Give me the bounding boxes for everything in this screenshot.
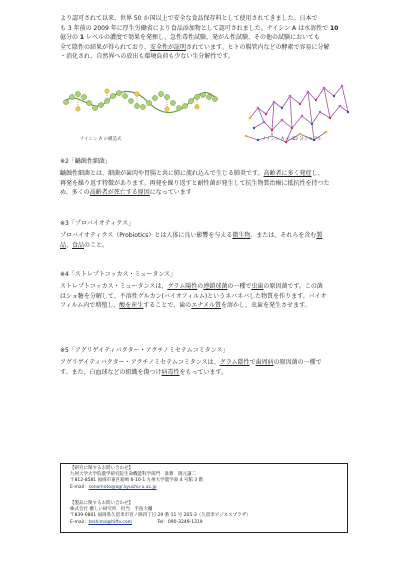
note4-text: の一種で xyxy=(227,283,252,290)
note4-text: することで、歯の xyxy=(143,302,192,309)
note3-text: 、または、それらを含む xyxy=(250,232,317,239)
contact-product xyxy=(70,501,251,526)
note5-heading: ※5「アグリゲイティバクター・アクチノミセテムコミタンス」 xyxy=(60,347,229,354)
note2-text: し、 xyxy=(311,170,324,177)
note2-underlined: 高齢者が死亡する原因 xyxy=(89,189,150,196)
intro-line: レベルの濃度で効果を発揮し、急性毒性試験、発がん性試験、その他の試験においても xyxy=(84,34,321,41)
note5-text: の原因菌の一種で xyxy=(273,359,322,366)
note4-text: の原因菌です。この菌 xyxy=(263,283,323,290)
intro-line: も 3 年前の 2009 年に厚生労働省により食品添加物として認可されました。ナイシン A は水溶性で xyxy=(60,24,330,32)
note2-text: になっています xyxy=(149,189,192,196)
note3-underlined: 食品 xyxy=(72,241,85,249)
note4-heading: ※4「ストレプトコッカス・ミュータンス」 xyxy=(60,271,177,278)
note5-underlined: グラム陰性 xyxy=(219,359,250,366)
intro-paragraph xyxy=(60,14,356,62)
product-telephone: Tel：090-3249-1319 xyxy=(157,519,203,525)
intro-line: 全て陰性の結果が得られており、 xyxy=(60,43,151,51)
research-contact-title: 【研究に関するお問い合わせ】 xyxy=(70,466,133,471)
intro-line: ・消化され、自然界への放出も環境負荷も少ない生分解性です。 xyxy=(60,53,234,60)
product-contact-title: 【製品に関するお問い合わせ】 xyxy=(70,501,133,506)
research-email-label: E-mail： xyxy=(70,484,89,490)
product-email-link[interactable]: teshima@hiftv.com xyxy=(88,519,132,525)
product-contact-org: 株式会社 優しい研究所 担当：手島大輔 xyxy=(70,507,153,513)
note5-text: で xyxy=(249,359,256,366)
safety-proven-underlined: 安全性が証明 xyxy=(150,43,187,51)
note3-underlined: 微生物 xyxy=(232,232,251,239)
note2-underlined: 高齢者に多く発症 xyxy=(263,170,312,177)
note2-text: 再発を繰り返す特徴があります。再発を繰り返すと耐性菌が発生して抗生物質治療に抵抗性を持つた xyxy=(60,179,330,187)
note2-text: め、多くの xyxy=(60,189,90,196)
note4-text: を溶かし、虫歯を発生させます。 xyxy=(220,302,311,309)
product-contact-address: 〒839-0801 福岡県久留米市宮ノ陣四丁目 29 番 11 号 205-3（久留米ビジネスプラザ） xyxy=(70,513,251,519)
note5-underlined: 歯周病 xyxy=(255,359,274,366)
note4-paragraph xyxy=(60,282,356,311)
note5-underlined: 病毒性 xyxy=(161,368,180,376)
research-contact-org: 九州大学大学院農学研究院生命機能科学部門 准教 園元謙二 xyxy=(70,472,196,478)
note4-underlined: 酸を産生 xyxy=(119,302,144,309)
contact-research xyxy=(70,466,203,491)
structural-formula-caption: ナイシン A の構造式 xyxy=(80,137,122,142)
note5-text: アグリゲイティバクター・アクチノミセテムコミタンスは、 xyxy=(60,359,220,366)
product-email-label: E-mail： xyxy=(70,519,89,525)
note4-text: の xyxy=(197,283,204,290)
note5-paragraph xyxy=(60,358,356,377)
note3-underlined: 製 xyxy=(316,232,323,239)
note4-text: フィルム内で増殖し、 xyxy=(60,302,120,309)
intro-line: より認可されて以来、世界 50 か国以上で安全な食品保存料として使用されてきました。日本で xyxy=(60,15,318,22)
note4-text: ストレプトコッカス・ミュータンスは、 xyxy=(60,283,168,290)
intro-line: されています。ヒトの腸管内などの酵素で容易に分解 xyxy=(186,43,330,51)
note3-text: 、 xyxy=(66,241,73,249)
note2-heading: ※2「齲蝕性細菌」 xyxy=(60,158,111,165)
note3-text: プロバイオティクス（Probiotics）とは人体に良い影響を与える xyxy=(60,232,233,239)
note4-underlined: 虫歯 xyxy=(251,283,264,290)
note3-heading: ※3「プロバイオティクス」 xyxy=(60,220,135,227)
note4-text: はショ糖を分解して、不溶性グルカン(バイオフィルム)というネバネバした物質を作ります。バイオ xyxy=(60,292,327,300)
note4-underlined: グラム陽性 xyxy=(167,283,198,290)
intro-bold-number: 10 xyxy=(329,24,339,32)
intro-bold-number: 1 xyxy=(79,34,85,41)
note4-underlined: 連鎖球菌 xyxy=(203,283,228,290)
research-contact-address: 〒812-8581 福岡市東区箱崎 6-10-1 九州大学農学部 4 号館 3 階 xyxy=(70,478,204,484)
nisin-3d-molecular-model xyxy=(246,86,348,142)
note2-text: 齲蝕性細菌とは、細菌が歯肉や胃腸と共に肺に流れ込んで生じる肺炎です。 xyxy=(60,170,264,177)
research-email-link[interactable]: sonomoto@agr.kyushu-u.ac.jp xyxy=(88,484,157,490)
note4-underlined: エナメル質 xyxy=(191,302,221,309)
note5-text: す。また、白血球などの組織を傷つけ xyxy=(60,368,162,376)
intro-line: 億分の xyxy=(60,34,80,41)
note5-text: をもっています。 xyxy=(179,368,228,376)
nisin-structural-formula xyxy=(63,89,217,113)
note3-underlined: 品 xyxy=(60,241,67,249)
molecular-model-caption: ナイシン A の 3D 分子モデル xyxy=(262,137,322,142)
note2-paragraph xyxy=(60,169,356,198)
note3-text: のこと。 xyxy=(84,241,109,249)
note3-paragraph xyxy=(60,231,356,250)
